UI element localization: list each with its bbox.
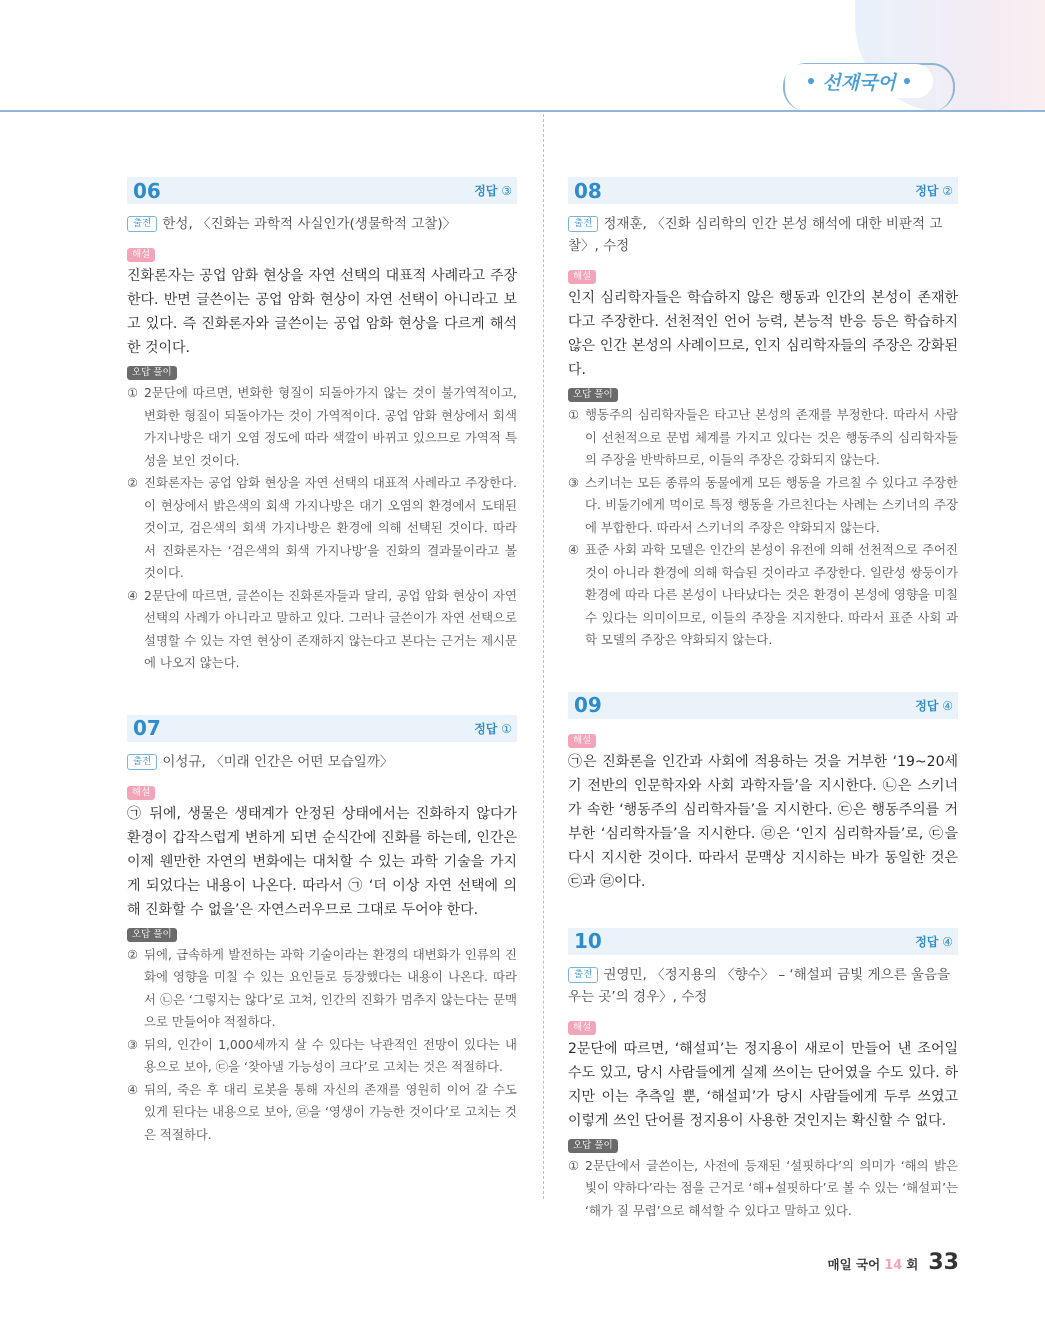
item-marker: ④	[127, 1081, 139, 1097]
wrong-answers-list	[127, 944, 517, 1147]
question-number: 10	[574, 929, 602, 953]
answer-badge	[474, 720, 512, 737]
answer-label: 정답	[915, 698, 939, 713]
source-tag: 출전	[127, 216, 157, 232]
item-marker: ③	[568, 474, 580, 490]
question-08	[568, 177, 958, 652]
question-header	[127, 715, 517, 742]
explanation-text: 진화론자는 공업 암화 현상을 자연 선택의 대표적 사례라고 주장한다. 반면 글쓴이는 공업 암화 현상이 자연 선택이 아니라고 보고 있다. 즉 진화론자와 글쓴이는 공업 암화 현상을 다르게 해석한 것이다.	[127, 268, 517, 356]
question-header	[568, 692, 958, 719]
list-item	[127, 472, 517, 585]
answer-badge	[915, 933, 953, 950]
source-text: 한성, 〈진화는 과학적 사실인가(생물학적 고찰)〉	[162, 216, 457, 232]
brand-badge	[785, 64, 933, 98]
wrong-answers-list	[568, 1155, 958, 1223]
question-07	[127, 715, 517, 1147]
wrong-answers-tag: 오답 풀이	[127, 928, 177, 942]
explanation-text: ㉠ 뒤에, 생물은 생태계가 안정된 상태에서는 진화하지 않다가 환경이 갑작스럽게 변하게 되면 순식간에 진화를 하는데, 인간은 이제 웬만한 자연의 변화에는 대처할 수 있는 과학 기술을 가지게 되었다는 내용이 나온다. 따라서 ㉠ ‘더 이상 자연 선택에 의해 진화할 수 없을’은 자연스러우므로 그대로 두어야 한다.	[127, 805, 517, 918]
item-text: 2문단에 따르면, 변화한 형질이 되돌아가지 않는 것이 불가역적이고, 변화한 형질이 되돌아가는 것이 가역적이다. 공업 암화 현상에서 회색 가지나방은 대기 오염 정도에 따라 색깔이 바뀌고 있으므로 가역적 특성을 보인 것이다.	[144, 385, 517, 468]
item-text: 2문단에 따르면, 글쓴이는 진화론자들과 달리, 공업 암화 현상이 자연 선택의 사례가 아니라고 말하고 있다. 그러나 글쓴이가 자연 선택으로 설명할 수 있는 자연 현상이 존재하지 않는다고 본다는 근거는 제시문에 나오지 않는다.	[144, 587, 517, 670]
source-line	[568, 213, 958, 257]
source-line	[127, 751, 517, 773]
answer-value: ④	[942, 934, 953, 949]
wrong-answers-tag: 오답 풀이	[127, 366, 177, 380]
item-marker: ③	[127, 1036, 139, 1052]
explanation-tag: 해설	[127, 248, 155, 262]
item-marker: ④	[568, 542, 580, 557]
source-text: 이성규, 〈미래 인간은 어떤 모습일까〉	[162, 753, 394, 770]
explanation-tag: 해설	[127, 786, 155, 800]
question-number: 08	[574, 178, 602, 203]
item-text: 표준 사회 과학 모델은 인간의 본성이 유전에 의해 선천적으로 주어진 것이 아니라 환경에 의해 학습된 것이라고 주장한다. 일란성 쌍둥이가 환경에 따라 다른 본성이 나타났다는 것은 환경이 본성에 영향을 미칠 수 있다는 의미이므로, 이들의 주장을 지지한다. 따라서 표준 사회 과학 모델의 주장은 약화되지 않는다.	[585, 542, 958, 647]
explanation-text: 인지 심리학자들은 학습하지 않은 행동과 인간의 본성이 존재한다고 주장한다. 선천적인 언어 능력, 본능적 반응 등은 학습하지 않은 인간 본성의 사례이므로, 인지 심리학자들의 주장은 강화된다.	[568, 290, 958, 378]
answer-value: ③	[501, 184, 512, 198]
answer-value: ④	[942, 698, 953, 713]
answer-label: 정답	[474, 184, 498, 198]
list-item	[568, 539, 958, 652]
wrong-answers-tag: 오답 풀이	[568, 388, 618, 402]
list-item	[127, 585, 517, 675]
page-number: 33	[928, 1250, 959, 1275]
right-column	[568, 177, 958, 1244]
answer-badge	[915, 697, 953, 714]
column-divider	[543, 114, 544, 1199]
question-number: 07	[133, 716, 161, 740]
list-item	[127, 382, 517, 472]
answer-label: 정답	[915, 934, 939, 949]
explanation-tag: 해설	[568, 1021, 596, 1035]
question-10	[568, 928, 958, 1223]
question-06	[127, 177, 517, 675]
item-marker: ①	[127, 385, 139, 400]
source-text: 권영민, 〈정지용의 〈향수〉 – ‘해설피 금빛 게으른 울음을 우는 곳’의 경우〉, 수정	[568, 966, 951, 1005]
list-item	[127, 1079, 517, 1147]
source-line	[127, 213, 517, 235]
item-text: 뒤의, 인간이 1,000세까지 살 수 있다는 낙관적인 전망이 있다는 내용으로 보아, ㉢을 ‘찾아낼 가능성이 크다’로 고치는 것은 적절하다.	[144, 1036, 517, 1074]
list-item	[568, 472, 958, 540]
footer-round-suffix: 회	[906, 1257, 919, 1272]
item-marker: ②	[127, 475, 139, 490]
wrong-answers-list	[568, 404, 958, 652]
item-marker: ①	[568, 1157, 580, 1173]
item-marker: ①	[568, 407, 580, 422]
list-item	[127, 944, 517, 1034]
item-text: 스키너는 모든 종류의 동물에게 모든 행동을 가르칠 수 있다고 주장한다. 비둘기에게 먹이로 특정 행동을 가르친다는 사례는 스키너의 주장에 부합한다. 따라서 스키너의 주장은 약화되지 않는다.	[585, 474, 958, 535]
answer-badge	[915, 182, 953, 199]
source-tag: 출전	[127, 754, 157, 770]
explanation-text: ㉠은 진화론을 인간과 사회에 적용하는 것을 거부한 ‘19~20세기 전반의 인문학자와 사회 과학자들’을 지시한다. ㉡은 스키너가 속한 ‘행동주의 심리학자들’을 지시한다. ㉢은 행동주의를 거부한 ‘심리학자들’을 지시한다. ㉣은 ‘인지 심리학자들’로, ㉢을 다시 지시한 것이다. 따라서 문맥상 지시하는 바가 동일한 것은 ㉢과 ㉣이다.	[568, 753, 958, 890]
item-text: 2문단에서 글쓴이는, 사전에 등재된 ‘설핏하다’의 의미가 ‘해의 밝은 빛이 약하다’라는 점을 근거로 ‘해+설핏하다’로 볼 수 있는 ‘해설피’는 ‘해가 질 무렵’으로 해석할 수 있다고 말하고 있다.	[585, 1157, 958, 1218]
footer-round-number: 14	[884, 1258, 903, 1273]
list-item	[127, 1034, 517, 1079]
item-marker: ②	[127, 946, 139, 962]
answer-label: 정답	[474, 721, 498, 736]
explanation-tag: 해설	[568, 734, 596, 748]
footer-title: 매일 국어	[827, 1257, 881, 1272]
item-text: 행동주의 심리학자들은 타고난 본성의 존재를 부정한다. 따라서 사람이 선천적으로 문법 체계를 가지고 있다는 것은 행동주의 심리학자들의 주장을 반박하므로, 이들의 주장은 강화되지 않는다.	[585, 407, 958, 467]
question-09	[568, 692, 958, 894]
list-item	[568, 1155, 958, 1223]
item-text: 뒤에, 급속하게 발전하는 과학 기술이라는 환경의 대변화가 인류의 진화에 영향을 미칠 수 있는 요인들로 등장했다는 내용이 나온다. 따라서 ㉡은 ‘그렇지는 않다’로 고쳐, 인간의 진화가 멈추지 않는다는 문맥으로 만들어야 적절하다.	[144, 946, 517, 1029]
source-text: 정재훈, 〈진화 심리학의 인간 본성 해석에 대한 비판적 고찰〉, 수정	[568, 216, 943, 254]
source-tag: 출전	[568, 216, 598, 232]
source-line	[568, 964, 958, 1008]
question-number: 06	[133, 178, 161, 203]
question-number: 09	[574, 693, 602, 717]
explanation-tag: 해설	[568, 270, 596, 284]
list-item	[568, 404, 958, 472]
explanation-text: 2문단에 따르면, ‘해설피’는 정지용이 새로이 만들어 낸 조어일 수도 있고, 당시 사람들에게 실제 쓰이는 단어였을 수도 있다. 하지만 이는 추측일 뿐, ‘해설피’가 당시 사람들에게 두루 쓰였고 이렇게 쓰인 단어를 정지용이 사용한 것인지는 확신할 수 없다.	[568, 1040, 958, 1129]
dot-icon	[808, 78, 814, 84]
answer-label: 정답	[915, 184, 939, 198]
question-header	[568, 928, 958, 955]
brand-label: 선재국어	[822, 71, 896, 94]
wrong-answers-list	[127, 382, 517, 675]
wrong-answers-tag: 오답 풀이	[568, 1139, 618, 1153]
page-footer	[828, 1250, 959, 1275]
item-text: 진화론자는 공업 암화 현상을 자연 선택의 대표적 사례라고 주장한다. 이 현상에서 밝은색의 회색 가지나방은 대기 오염의 환경에서 도태된 것이고, 검은색의 회색 가지나방은 환경에 의해 선택된 것이다. 따라서 진화론자는 ‘검은색의 회색 가지나방’을 진화의 결과물이라고 볼 것이다.	[144, 475, 517, 580]
item-text: 뒤의, 죽은 후 대리 로봇을 통해 자신의 존재를 영원히 이어 갈 수도 있게 된다는 내용으로 보아, ㉣을 ‘영생이 가능한 것이다’로 고치는 것은 적절하다.	[144, 1081, 517, 1142]
source-tag: 출전	[568, 967, 598, 983]
answer-badge	[474, 182, 512, 199]
answer-value: ②	[942, 184, 953, 198]
question-header	[127, 177, 517, 204]
question-header	[568, 177, 958, 204]
answer-value: ①	[501, 721, 512, 736]
item-marker: ④	[127, 587, 139, 603]
dot-icon	[904, 78, 910, 84]
left-column	[127, 177, 517, 1168]
